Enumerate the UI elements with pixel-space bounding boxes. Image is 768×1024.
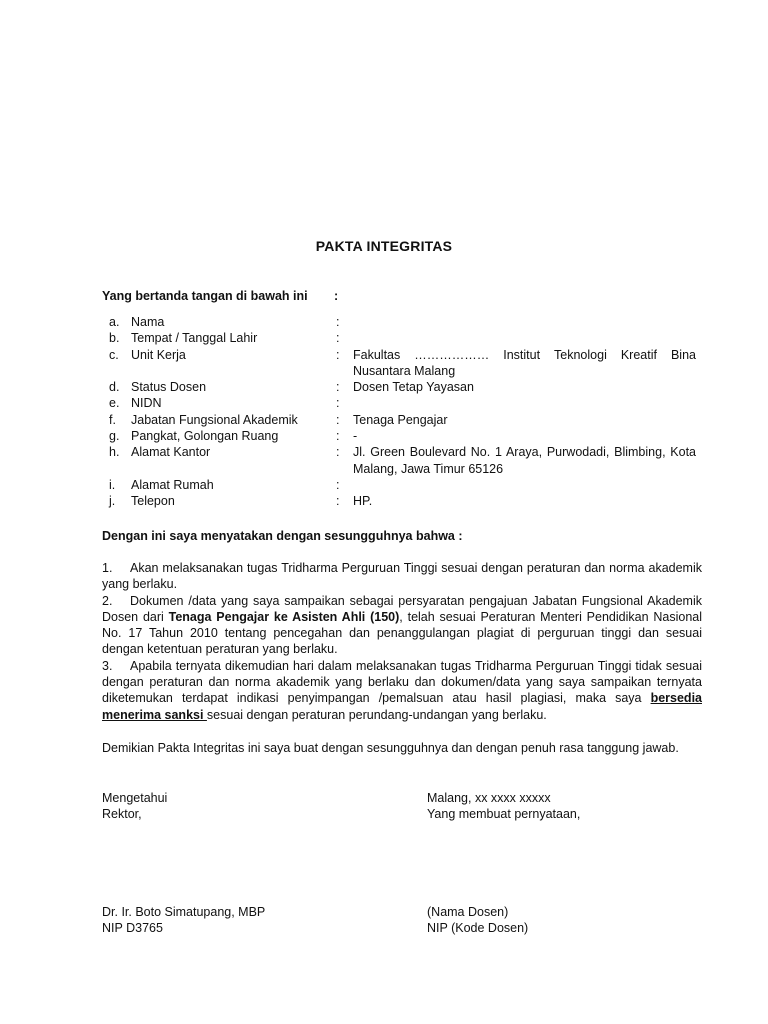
field-colon: : [336,445,340,460]
signature-right-header [427,790,580,823]
field-value [353,330,696,346]
dosen-nip: NIP (Kode Dosen) [427,921,529,936]
word: Bina [670,347,696,362]
field-letter: j. [109,494,116,509]
rektor-nip: NIP D3765 [102,921,163,936]
point-text: Dokumen /data yang saya sampaikan sebagai persyaratan pengajuan Jabatan Fungsional Akademik Dosen dari [102,593,702,624]
field-value [353,477,696,493]
field-row-jabatan-fungsional [102,412,702,428]
field-row-nama [102,314,702,330]
point-text: , telah sesuai Peraturan Menteri Pendidikan Nasional No. 17 Tahun 2010 tentang pencegahan dan penanggulangan plagiat di perguruan tinggi dan sesuai dengan ketentuan peraturan yang berlaku. [102,609,702,657]
field-letter: i. [109,477,116,492]
point-text: Apabila ternyata dikemudian hari dalam melaksanakan tugas Tridharma Perguruan Tinggi tidak sesuai dengan peraturan dan norma akademik yang berlaku dan dokumen/data yang saya sampaikan ternyata diketemukan terdapat indikasi penyimpangan /pemalsuan atau hasil plagiasi, maka saya [102,658,702,706]
field-row-alamat-kantor [102,444,702,477]
field-letter: a. [109,315,120,329]
field-letter: h. [109,445,120,460]
field-label: Unit Kerja [131,347,186,362]
field-label: Alamat Kantor [131,445,211,460]
field-letter: e. [109,396,120,411]
field-value: Tenaga Pengajar [353,412,448,427]
field-label: Status Dosen [131,380,207,395]
word: Fakultas [353,347,401,362]
field-colon: : [336,331,340,346]
field-row-telepon [102,493,702,509]
field-letter: b. [109,331,120,346]
unit-kerja-line1 [353,347,696,363]
unit-kerja-line2: Nusantara Malang [353,363,456,378]
point-text: sesuai dengan peraturan perundang-undangan yang berlaku. [206,707,547,722]
field-row-unit-kerja [102,347,702,380]
field-colon: : [336,315,340,329]
statement-point-1 [102,560,702,593]
mengetahui-label: Mengetahui [102,791,168,805]
signature-left-header [102,790,167,823]
statement-point-2 [102,593,702,658]
field-row-pangkat-golongan [102,428,702,444]
field-colon: : [336,429,340,444]
statement-point-3 [102,658,702,723]
field-row-status-dosen [102,379,702,395]
field-value: HP. [353,494,373,509]
field-value: Dosen Tetap Yayasan [353,380,474,395]
point-number: 3. [102,658,113,673]
field-label: Telepon [131,494,175,509]
field-letter: g. [109,429,120,444]
field-letter: d. [109,380,120,395]
point-number: 2. [102,593,113,608]
field-label: Tempat / Tanggal Lahir [131,331,258,346]
field-letter: c. [109,347,119,362]
rektor-label: Rektor, [102,807,142,822]
field-row-nidn [102,395,702,411]
place-date: Malang, xx xxxx xxxxx [427,791,551,805]
field-colon: : [336,396,340,411]
field-label: Nama [131,315,165,329]
point-underlined-text: bersedia menerima sanksi [102,691,702,722]
field-label: NIDN [131,396,162,411]
intro-colon: : [334,289,339,303]
field-letter: f. [109,412,116,427]
point-text: Akan melaksanakan tugas Tridharma Perguruan Tinggi sesuai dengan peraturan dan norma akademik yang berlaku. [102,561,702,592]
rektor-name: Dr. Ir. Boto Simatupang, MBP [102,905,266,919]
field-value: Jl. Green Boulevard No. 1 Araya, Purwodadi, Blimbing, Kota Malang, Jawa Timur 65126 [353,445,696,476]
word: Institut [503,347,541,362]
field-label: Alamat Rumah [131,477,214,492]
point-number: 1. [102,561,113,575]
field-row-tempat-tanggal-lahir [102,330,702,346]
document-title: PAKTA INTEGRITAS [315,238,453,254]
signature-right-name-block [427,904,528,937]
field-value [353,347,696,380]
statement-points [102,560,702,723]
point-bold-text: Tenaga Pengajar ke Asisten Ahli (150) [168,609,400,624]
field-value [353,395,696,411]
closing-paragraph: Demikian Pakta Integritas ini saya buat dengan sesungguhnya dan dengan penuh rasa tanggung jawab. [102,741,679,755]
field-row-alamat-rumah [102,477,702,493]
field-value [353,314,696,330]
word: Teknologi [554,347,607,362]
field-colon: : [336,477,340,492]
word: Kreatif [620,347,657,362]
field-colon: : [336,494,340,509]
field-value: - [353,429,358,444]
field-colon: : [336,412,340,427]
statement-heading: Dengan ini saya menyatakan dengan sesungguhnya bahwa : [102,529,463,543]
dosen-name: (Nama Dosen) [427,905,509,919]
field-label: Jabatan Fungsional Akademik [131,412,298,427]
declarant-label: Yang membuat pernyataan, [427,807,581,822]
identity-fields [102,314,702,510]
field-colon: : [336,380,340,395]
intro-label: Yang bertanda tangan di bawah ini [102,289,308,303]
signature-left-name-block [102,904,265,937]
field-label: Pangkat, Golongan Ruang [131,429,279,444]
field-colon: : [336,347,340,362]
word: ……………… [414,347,490,362]
